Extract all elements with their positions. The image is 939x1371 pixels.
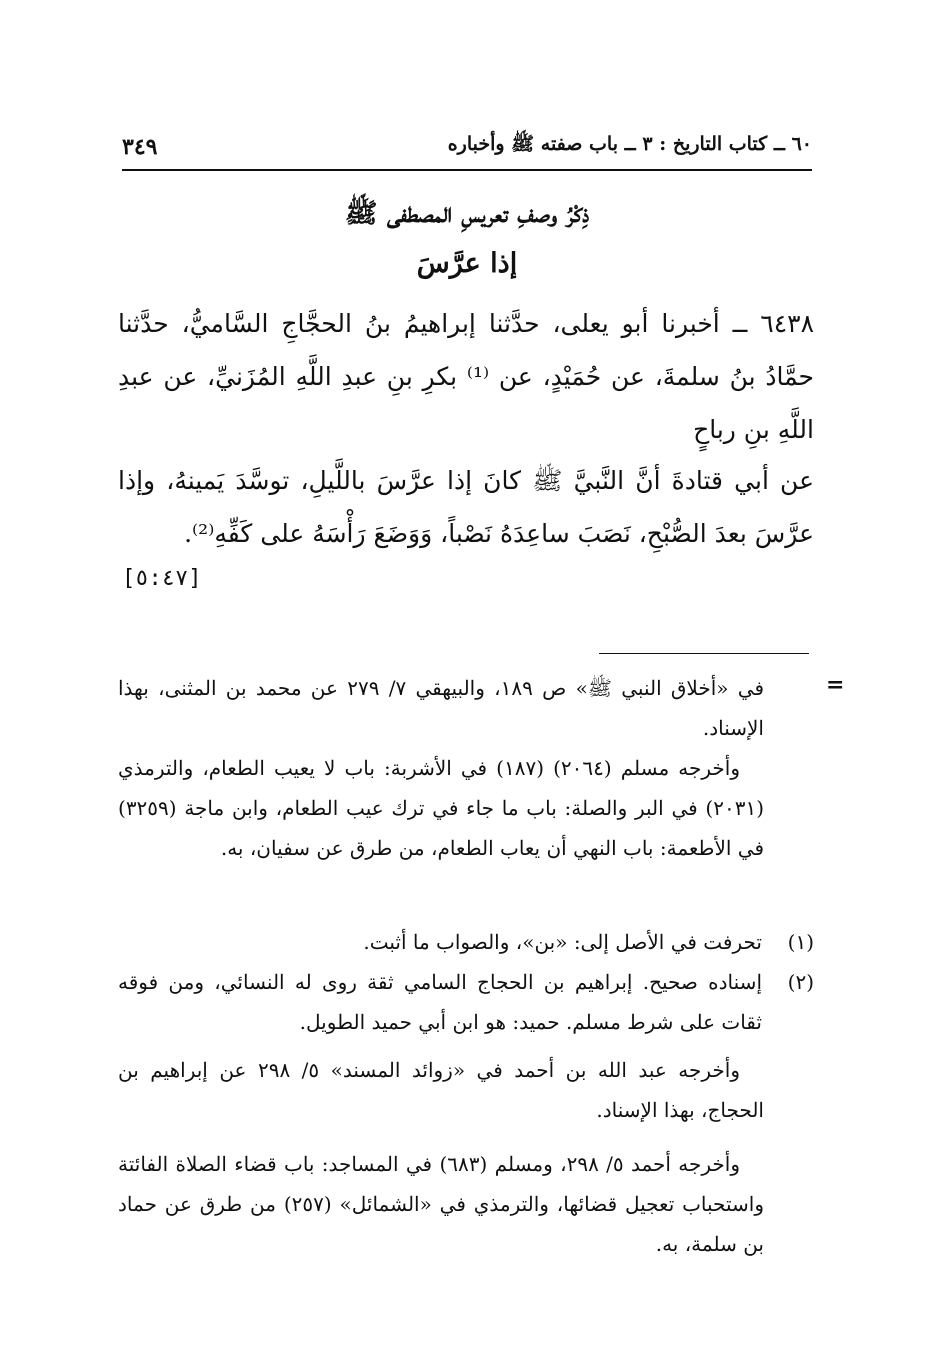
footnote-rule [599,653,809,654]
footnotes-list [118,922,814,1042]
footnote-extra-1 [118,1050,764,1130]
footnote-2 [118,962,814,1042]
running-title: ٦٠ ــ كتاب التاريخ : ٣ ــ باب صفته ﷺ وأخباره [447,133,812,155]
footnote-extra-2 [118,1144,764,1264]
extra-paragraph-2: وأخرجه أحمد ٥/ ٢٩٨، ومسلم (٦٨٣) في المساجد: باب قضاء الصلاة الفائتة واستحباب تعجيل قضائها، والترمذي في «الشمائل» (٢٥٧) من طرق عن حماد بن سلمة، به. [118,1152,764,1256]
section-subtitle: إذا عرَّسَ [416,248,518,279]
footnote-continuation [118,668,764,868]
hadith-isnad [118,297,814,456]
hadith-reference: [٥:٤٧] [122,566,202,591]
footnote-text: إسناده صحيح. إبراهيم بن الحجاج السامي ثقة روى له النسائي، ومن فوقه ثقات على شرط مسلم. حميد: هو ابن أبي حميد الطويل. [118,970,762,1034]
continuation-marker: = [826,672,845,698]
continuation-paragraph-2: وأخرجه مسلم (٢٠٦٤) (١٨٧) في الأشربة: باب لا يعيب الطعام، والترمذي (٢٠٣١) في البر والصلة: باب ما جاء في ترك عيب الطعام، وابن ماجة (٣٢٥٩) في الأطعمة: باب النهي أن يعاب الطعام، من طرق عن سفيان، به. [118,756,764,860]
footnote-number: (٢) [787,970,814,994]
hadith-matn [118,454,814,560]
footnote-number: (١) [787,930,814,954]
page-number: ٣٤٩ [122,134,158,160]
isnad-text: ٦٤٣٨ ــ أخبرنا أبو يعلى، حدَّثنا إبراهيمُ بنُ الحجَّاجِ السَّاميُّ، حدَّثنا حمَّادُ بنُ سلمةَ، عن حُمَيْدٍ، عن ⁽¹⁾ بكرِ بنِ عبدِ اللَّهِ المُزَنيِّ، عن عبدِ اللَّهِ بنِ رباحٍ [118,309,814,444]
footnote-text: تحرفت في الأصل إلى: «بن»، والصواب ما أثبت. [363,930,762,954]
matn-text: عن أبي قتادةَ أنَّ النَّبيَّ ﷺ كانَ إذا عرَّسَ باللَّيلِ، توسَّدَ يَمينهُ، وإذا عرَّسَ بعدَ الصُّبْحِ، نَصَبَ ساعِدَهُ نَصْباً، وَوَضَعَ رَأْسَهُ على كَفِّهِ⁽²⁾. [118,466,814,548]
header-rule [122,169,812,171]
continuation-paragraph-1: في «أخلاق النبي ﷺ» ص ١٨٩، والبيهقي ٧/ ٢٧٩ عن محمد بن المثنى، بهذا الإسناد. [118,676,765,740]
section-title: ذِكْرُ وصفِ تعريسِ المصطفى ﷺ [344,198,590,229]
footnote-1 [118,922,814,962]
running-header [122,126,812,160]
extra-paragraph-1: وأخرجه عبد الله بن أحمد في «زوائد المسند» ٥/ ٢٩٨ عن إبراهيم بن الحجاج، بهذا الإسناد. [118,1058,764,1122]
